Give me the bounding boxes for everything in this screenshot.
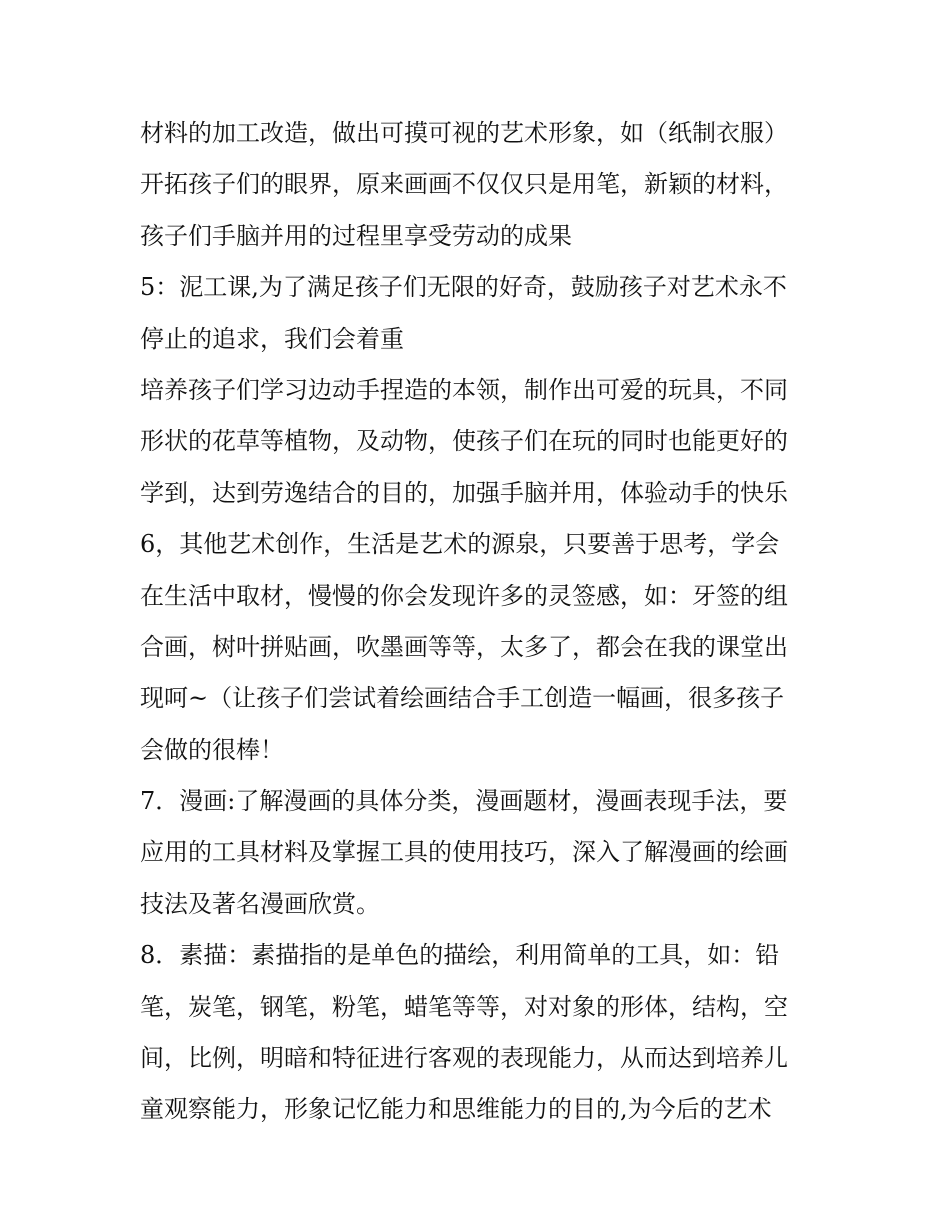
document-text-body xyxy=(140,108,830,1136)
text-line: 材料的加工改造，做出可摸可视的艺术形象，如（纸制衣服） xyxy=(140,119,788,147)
text-line: 7．漫画:了解漫画的具体分类，漫画题材，漫画表现手法，要 xyxy=(140,787,788,816)
text-line: 现呵~（让孩子们尝试着绘画结合手工创造一幅画，很多孩子 xyxy=(140,684,785,713)
text-line: 停止的追求，我们会着重 xyxy=(140,324,404,353)
text-line: 6，其他艺术创作，生活是艺术的源泉，只要善于思考，学会 xyxy=(140,530,780,559)
text-line: 在生活中取材，慢慢的你会发现许多的灵签感，如：牙签的组 xyxy=(140,581,788,610)
text-line: 形状的花草等植物，及动物，使孩子们在玩的同时也能更好的 xyxy=(140,427,788,456)
text-line: 学到，达到劳逸结合的目的，加强手脑并用，体验动手的快乐 xyxy=(140,478,788,507)
text-line: 技法及著名漫画欣赏。 xyxy=(140,889,380,918)
text-line: 间，比例，明暗和特征进行客观的表现能力，从而达到培养儿 xyxy=(140,1044,788,1073)
text-line: 笔，炭笔，钢笔，粉笔，蜡笔等等，对对象的形体，结构，空 xyxy=(140,992,788,1021)
text-line: 合画，树叶拼贴画，吹墨画等等，太多了，都会在我的课堂出 xyxy=(140,632,788,661)
text-line: 8．素描：素描指的是单色的描绘，利用简单的工具，如：铅 xyxy=(140,941,780,970)
text-line: 5：泥工课,为了满足孩子们无限的好奇，鼓励孩子对艺术永不 xyxy=(140,273,787,302)
text-line: 会做的很棒！ xyxy=(140,735,284,764)
text-line: 童观察能力，形象记忆能力和思维能力的目的,为今后的艺术 xyxy=(140,1095,772,1124)
text-line: 孩子们手脑并用的过程里享受劳动的成果 xyxy=(140,221,572,250)
text-line: 应用的工具材料及掌握工具的使用技巧，深入了解漫画的绘画 xyxy=(140,838,788,867)
text-line: 开拓孩子们的眼界，原来画画不仅仅只是用笔，新颖的材料， xyxy=(140,170,788,199)
text-line: 培养孩子们学习边动手捏造的本领，制作出可爱的玩具，不同 xyxy=(140,375,788,404)
